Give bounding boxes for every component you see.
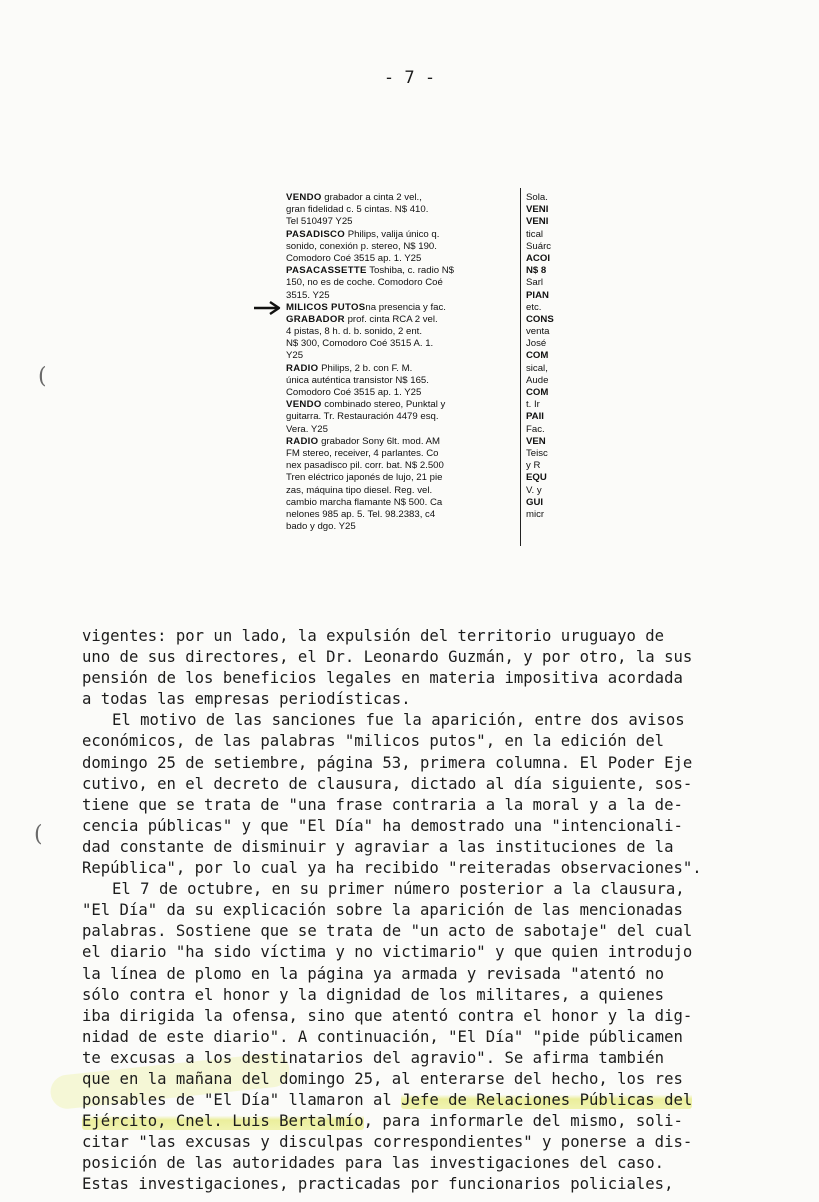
clipping-line-text: grabador a cinta 2 vel., (321, 192, 422, 203)
clipping-line-text: prof. cinta RCA 2 vel. (344, 313, 438, 325)
body-line-text: cutivo, en el decreto de clausura, dictado al día siguiente, sos- (82, 774, 693, 793)
clipping-line (286, 338, 518, 350)
clipping-line-text: Philips, valija único q. (345, 228, 440, 240)
body-line (82, 858, 762, 879)
side-column-fragment: Fac. (526, 423, 545, 435)
clipping-line-text: gran fidelidad c. 5 cintas. N$ 410. (286, 204, 429, 216)
clipping-line-text: grabador Sony 6lt. mod. AM (318, 435, 441, 447)
side-column-fragment: micr (526, 508, 545, 520)
side-column-fragment: VEN (526, 435, 546, 447)
clipping-line-text: 3515. Y25 (286, 289, 330, 301)
classified-ads-column (286, 192, 518, 533)
clipping-line (286, 448, 518, 460)
clipping-line-text: Vera. Y25 (286, 423, 328, 435)
clipping-line-heading: RADIO (286, 435, 319, 447)
clipping-line (286, 424, 518, 436)
body-line-text: El motivo de las sanciones fue la aparición, entre dos avisos (112, 711, 685, 730)
side-column-fragment: COM (526, 350, 549, 362)
body-line (82, 964, 762, 985)
clipping-line (286, 436, 518, 448)
clipping-line-heading: RADIO (286, 362, 319, 374)
clipping-line-text: zas, máquina tipo diesel. Reg. vel. (286, 484, 433, 496)
clipping-line (286, 229, 518, 241)
body-line-text: República", por lo cual ya ha recibido "reiteradas observaciones". (82, 859, 702, 878)
body-line (82, 1027, 762, 1048)
body-line (82, 731, 762, 752)
side-column-fragment: PAII (526, 411, 544, 423)
body-line (82, 710, 762, 731)
newspaper-clipping (282, 186, 560, 548)
clipping-line-text: Tren eléctrico japonés de lujo, 21 pie (286, 472, 443, 484)
body-line-text: a todas las empresas periodísticas. (82, 690, 411, 709)
clipping-line (286, 363, 518, 375)
clipping-line-text: Y25 (286, 350, 304, 362)
body-line (82, 1174, 762, 1195)
side-column-fragment: tical (526, 228, 544, 240)
clipping-line (286, 485, 518, 497)
body-line (82, 1111, 762, 1132)
body-line-text: la línea de plomo en la página ya armada y revisada "atentó no (82, 964, 665, 983)
clipping-line (286, 265, 518, 277)
body-line-text: ponsables de "El Día" llamaron al (82, 1091, 402, 1110)
clipping-line (286, 387, 518, 399)
body-line (82, 1048, 762, 1069)
body-line-text: , para informarle del mismo, soli- (363, 1112, 683, 1131)
clipping-line-text: Philips, 2 b. con F. M. (318, 362, 413, 374)
side-column-fragment: y R (526, 460, 541, 472)
clipping-line-heading: PASADISCO (286, 228, 346, 240)
clipping-line (286, 521, 518, 533)
clipping-line (286, 290, 518, 302)
clipping-line (286, 253, 518, 265)
clipping-line (286, 326, 518, 338)
clipping-line-text: única auténtica transistor N$ 165. (286, 374, 429, 386)
body-line (82, 837, 762, 858)
adjacent-column-fragment (526, 192, 560, 521)
clipping-line (286, 204, 518, 216)
clipping-line (286, 460, 518, 472)
body-line-text: posición de las autoridades para las investigaciones del caso. (82, 1154, 665, 1173)
clipping-line-text: Comodoro Coé 3515 ap. 1. Y25 (286, 387, 422, 398)
side-column-fragment: Teisc (526, 447, 548, 459)
clipping-line-text: cambio marcha flamante N$ 500. Ca (286, 496, 443, 508)
body-line-text: palabras. Sostiene que se trata de "un acto de sabotaje" del cual (82, 922, 693, 941)
body-line (82, 900, 762, 921)
clipping-line (286, 497, 518, 509)
body-line-text: citar "las excusas y disculpas correspondientes" y ponerse a dis- (82, 1133, 693, 1152)
clipping-line (286, 241, 518, 253)
clipping-line-heading: VENDO (286, 399, 322, 411)
clipping-line (286, 472, 518, 484)
side-column-fragment: PIAN (526, 289, 549, 301)
arrow-icon (252, 300, 282, 316)
body-line-text: que en la mañana del domingo 25, al enterarse del hecho, los res (82, 1069, 683, 1088)
body-line-text: económicos, de las palabras "milicos putos", en la edición del (82, 732, 665, 751)
clipping-line-heading: PASACASSETTE (286, 265, 367, 277)
clipping-line-text: 150, no es de coche. Comodoro Coé (286, 277, 443, 289)
clipping-line-text: guitarra. Tr. Restauración 4479 esq. (286, 411, 439, 423)
clipping-line-text: sonido, conexión p. stereo, N$ 190. (286, 240, 437, 252)
body-line-text: el diario "ha sido víctima y no victimario" y que quien introdujo (82, 943, 693, 962)
body-line (82, 1153, 762, 1174)
side-column-fragment: ACOI (526, 252, 550, 264)
body-line-text: pensión de los beneficios legales en materia impositiva acordada (82, 669, 683, 688)
clipping-line (286, 375, 518, 387)
body-line (82, 1132, 762, 1153)
clipping-line-text: na presencia y fac. (365, 301, 446, 313)
body-line (82, 795, 762, 816)
body-line-text: dad constante de disminuir y agraviar a las instituciones de la (82, 837, 674, 856)
clipping-line (286, 216, 518, 228)
body-line-text: iba dirigida la ofensa, sino que atentó contra el honor y la dig- (82, 1006, 693, 1025)
body-line-text: domingo 25 de setiembre, página 53, primera columna. El Poder Eje (82, 753, 693, 772)
side-column-fragment: José (526, 338, 547, 350)
body-line-text: cencia públicas" y que "El Día" ha demostrado una "intencionali- (82, 816, 683, 835)
clipping-line-heading: MILICOS PUTOS (286, 301, 366, 313)
side-column-fragment: Suárc (526, 240, 552, 252)
side-column-fragment: GUI (526, 496, 544, 508)
margin-bracket-mark: ( (38, 364, 47, 389)
body-line-text: vigentes: por un lado, la expulsión del territorio uruguayo de (82, 627, 665, 645)
side-column-fragment: CONS (526, 313, 554, 325)
clipping-line-text: bado y dgo. Y25 (286, 521, 356, 533)
body-text (82, 626, 762, 1196)
body-line-text: uno de sus directores, el Dr. Leonardo Guzmán, y por otro, la sus (82, 648, 693, 667)
clipping-line (286, 277, 518, 289)
side-column-fragment: N$ 8 (526, 265, 547, 277)
clipping-line-text: Tel 510497 Y25 (286, 216, 353, 228)
side-column-fragment: Aude (526, 374, 549, 386)
clipping-line-heading: GRABADOR (286, 313, 345, 325)
side-column-fragment: Sarl (526, 277, 544, 289)
side-column-fragment: t. Ir (526, 399, 540, 411)
body-line (82, 1069, 762, 1090)
clipping-line-text: Comodoro Coé 3515 ap. 1. Y25 (286, 252, 422, 264)
body-line (82, 879, 762, 900)
clipping-line-text: N$ 300, Comodoro Coé 3515 A. 1. (286, 338, 434, 350)
side-column-fragment: venta (526, 326, 550, 338)
clipping-line (286, 411, 518, 423)
body-line-text: nidad de este diario". A continuación, "El Día" "pide públicamen (82, 1027, 683, 1046)
clipping-line (286, 314, 518, 326)
margin-bracket-mark: ( (34, 822, 43, 847)
clipping-line-text: combinado stereo, Punktal y (321, 399, 446, 411)
page-number: - 7 - (383, 68, 436, 88)
highlighted-text: Ejército, Cnel. Luis Bertalmío (82, 1112, 364, 1131)
body-line (82, 689, 762, 710)
body-line-text: "El Día" da su explicación sobre la aparición de las mencionadas (82, 901, 683, 920)
side-column-fragment: V. y (526, 484, 542, 496)
clipping-line-text: 4 pistas, 8 h. d. b. sonido, 2 ent. (286, 326, 422, 338)
body-line (82, 647, 762, 668)
clipping-line-text: nelones 985 ap. 5. Tel. 98.2383, c4 (286, 508, 436, 520)
side-column-fragment: Sola. (526, 192, 548, 203)
clipping-line-text: FM stereo, receiver, 4 parlantes. Co (286, 447, 439, 459)
body-line-text: te excusas a los destinatarios del agravio". Se afirma también (82, 1048, 665, 1067)
body-line (82, 774, 762, 795)
body-line-text: sólo contra el honor y la dignidad de los militares, a quienes (82, 985, 665, 1004)
clipping-line (286, 399, 518, 411)
body-line (82, 921, 762, 942)
clipping-line-heading: VENDO (286, 192, 322, 203)
clipping-line (286, 509, 518, 521)
clipping-line (286, 302, 518, 314)
highlighted-text: Jefe de Relaciones Públicas del (401, 1091, 693, 1110)
clipping-line-text: nex pasadisco pil. corr. bat. N$ 2.500 (286, 460, 444, 472)
side-column-fragment: etc. (526, 301, 542, 313)
body-line (82, 626, 762, 647)
clipping-line (286, 192, 518, 204)
side-column-fragment: COM (526, 387, 549, 398)
body-line (82, 668, 762, 689)
body-line (82, 1006, 762, 1027)
side-column-fragment: VENI (526, 204, 549, 216)
body-line (82, 985, 762, 1006)
body-line (82, 753, 762, 774)
column-divider (520, 188, 521, 546)
body-line-text: tiene que se trata de "una frase contraria a la moral y a la de- (82, 795, 683, 814)
body-line (82, 816, 762, 837)
body-line-text: El 7 de octubre, en su primer número posterior a la clausura, (112, 880, 685, 899)
body-line-text: Estas investigaciones, practicadas por funcionarios policiales, (82, 1175, 674, 1194)
side-column-fragment: VENI (526, 216, 549, 228)
body-line (82, 1090, 762, 1111)
clipping-line-text: Toshiba, c. radio N$ (366, 265, 454, 277)
side-column-fragment: sical, (526, 362, 548, 374)
clipping-line (286, 350, 518, 362)
side-column-fragment: EQU (526, 472, 547, 484)
body-line (82, 942, 762, 963)
